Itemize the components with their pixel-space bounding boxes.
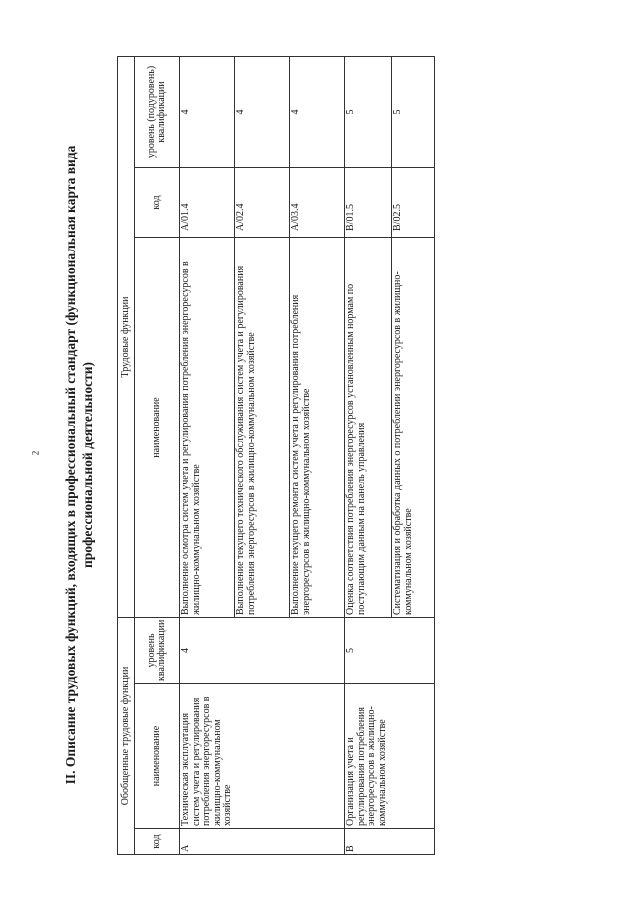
function-name: Оценка соответствия потребления энергоресурсов установленным нормам по поступающим данным на панель управления (345, 237, 392, 617)
functional-map-table (117, 56, 435, 855)
group-name: Техническая эксплуатация систем учета и регулирования потребления энергоресурсов в жилищно-коммунальном хозяйстве (180, 684, 345, 829)
group-level: 4 (180, 617, 345, 683)
function-name: Выполнение текущего ремонта систем учета и регулирования потребления энергоресурсов в жилищно-коммунальном хозяйстве (290, 237, 345, 617)
header-labor-functions: Трудовые функции (118, 56, 135, 617)
group-code: В (345, 829, 435, 855)
function-level: 5 (392, 56, 435, 167)
function-code: В/02.5 (392, 167, 435, 237)
page-number: 2 (30, 450, 41, 456)
header-sub-level: уровень (подуровень) квалификации (135, 56, 180, 167)
section-title (62, 85, 96, 845)
function-name: Выполнение осмотра систем учета и регулирования потребления энергоресурсов в жилищно-коммунальном хозяйстве (180, 237, 235, 617)
table-row (345, 56, 392, 854)
group-level: 5 (345, 617, 435, 683)
function-name: Систематизация и обработка данных о потреблении энергоресурсов в жилищно-коммунальном хозяйстве (392, 237, 435, 617)
header-qual-level: уровень квалификации (135, 617, 180, 683)
title-line-2: профессиональной деятельности) (80, 362, 95, 568)
function-level: 5 (345, 56, 392, 167)
function-code: А/02.4 (235, 167, 290, 237)
header-generalized: Обобщенные трудовые функции (118, 617, 135, 854)
group-name: Организация учета и регулирования потребления энергоресурсов в жилищно-коммунальном хозяйстве (345, 684, 435, 829)
function-level: 4 (290, 56, 345, 167)
function-code: А/01.4 (180, 167, 235, 237)
header-name-2: наименование (135, 237, 180, 617)
title-line-1: II. Описание трудовых функций, входящих в профессиональный стандарт (функциональная карта вида (63, 145, 78, 785)
table-row (180, 56, 235, 854)
header-code: код (135, 829, 180, 855)
function-code: А/03.4 (290, 167, 345, 237)
header-code-2: код (135, 167, 180, 237)
group-code: А (180, 829, 345, 855)
function-name: Выполнение текущего технического обслуживания систем учета и регулирования потребления энергоресурсов в жилищно-коммунальном хозяйстве (235, 237, 290, 617)
function-level: 4 (180, 56, 235, 167)
function-level: 4 (235, 56, 290, 167)
function-code: В/01.5 (345, 167, 392, 237)
header-name: наименование (135, 684, 180, 829)
